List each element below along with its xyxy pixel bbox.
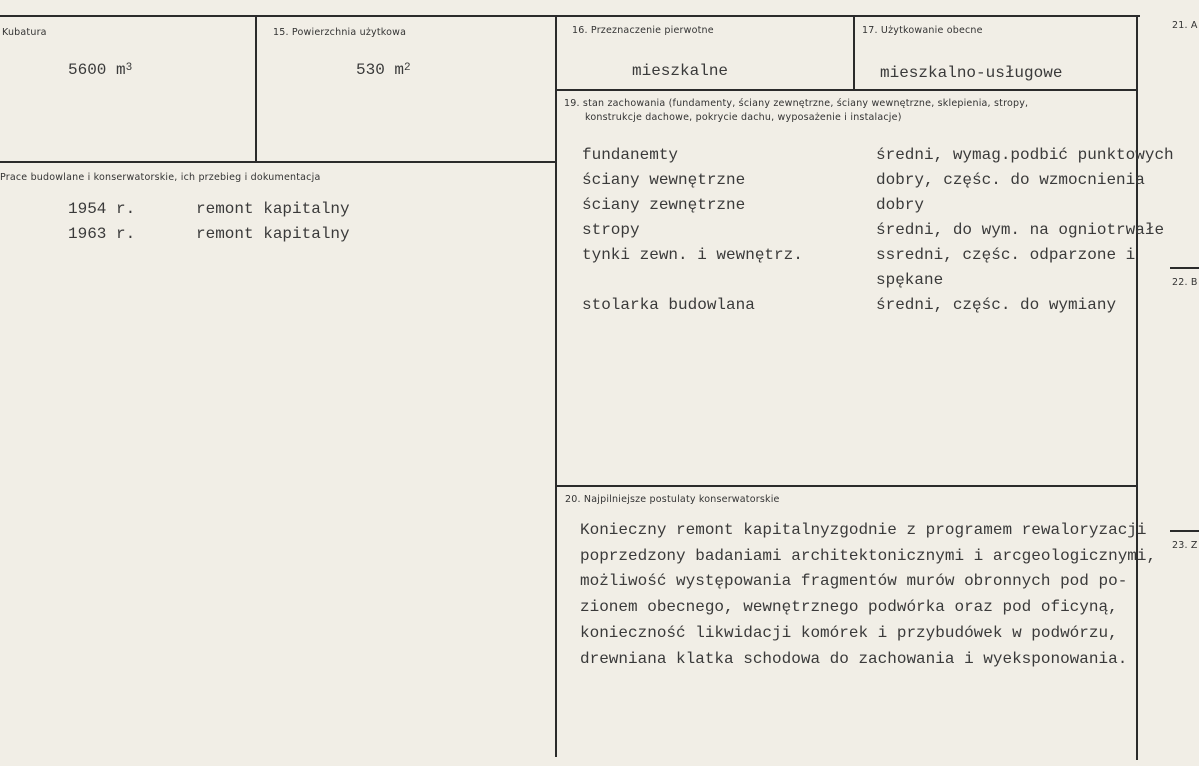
kubatura-number: 5600 m [68, 61, 126, 79]
powierzchnia-number: 530 m [356, 61, 405, 79]
postulates-line: Konieczny remont kapitalnyzgodnie z programem rewaloryzacji [580, 521, 1147, 539]
margin-label-21: 21. A [1172, 20, 1198, 31]
condition-element: stolarka budowlana [582, 296, 755, 314]
divider-kubatura [255, 17, 257, 162]
powierzchnia-value [356, 61, 411, 79]
powierzchnia-exponent: 2 [404, 62, 411, 74]
condition-element: ściany wewnętrzne [582, 171, 746, 189]
kubatura-value [68, 61, 132, 79]
condition-state: ssredni, częśc. odparzone i [876, 246, 1136, 264]
postulates-line: drewniana klatka schodowa do zachowania i wyeksponowania. [580, 649, 1128, 668]
works-year: 1954 r. [68, 200, 136, 218]
works-text: remont kapitalny [196, 200, 350, 218]
hline-under-16-17 [557, 89, 1137, 91]
condition-state: średni, wymag.podbić punktowych [876, 146, 1174, 164]
section19-label-line1: 19. stan zachowania (fundamenty, ściany zewnętrzne, ściany wewnętrzne, sklepienia, stropy, [564, 98, 1029, 109]
condition-element: tynki zewn. i wewnętrz. [582, 246, 803, 264]
top-border [0, 15, 1140, 17]
postulates-line: poprzedzony badaniami architektonicznymi i arcgeologicznymi, [580, 546, 1157, 565]
hline-under-19 [557, 485, 1137, 487]
condition-row [0, 271, 1199, 296]
postulates-line: konieczność likwidacji komórek i przybudówek w podwórzu, [580, 623, 1118, 642]
works-row [0, 225, 556, 250]
condition-element: stropy [582, 221, 640, 239]
works-year: 1963 r. [68, 225, 136, 243]
divider-main [555, 17, 557, 757]
condition-state: spękane [876, 271, 944, 289]
margin-label-23: 23. Z [1172, 540, 1198, 551]
condition-row [0, 146, 1199, 171]
works-row [0, 200, 556, 225]
section19-label-line2: konstrukcje dachowe, pokrycie dachu, wyposażenie i instalacje) [585, 112, 902, 123]
section18-label: Prace budowlane i konserwatorskie, ich przebieg i dokumentacja [0, 172, 321, 183]
condition-state: dobry [876, 196, 925, 214]
section20-label: 20. Najpilniejsze postulaty konserwatorskie [565, 494, 780, 505]
condition-element: fundanemty [582, 146, 679, 164]
condition-element: ściany zewnętrzne [582, 196, 746, 214]
powierzchnia-label: 15. Powierzchnia użytkowa [273, 27, 407, 38]
postulates-line: możliwość występowania fragmentów murów obronnych pod po- [580, 572, 1128, 591]
divider-16-17 [853, 17, 855, 90]
przeznaczenie-value: mieszkalne [632, 62, 729, 80]
kubatura-label: Kubatura [2, 27, 47, 38]
przeznaczenie-label: 16. Przeznaczenie pierwotne [572, 25, 714, 36]
condition-row [0, 296, 1199, 321]
uzytkowanie-value: mieszkalno-usługowe [880, 64, 1063, 82]
condition-state: średni, częśc. do wymiany [876, 296, 1117, 314]
uzytkowanie-label: 17. Użytkowanie obecne [862, 25, 983, 36]
kubatura-exponent: 3 [125, 62, 133, 74]
margin-label-22: 22. B [1172, 277, 1198, 288]
works-text: remont kapitalny [196, 225, 350, 243]
postulates-text [580, 518, 1180, 672]
postulates-line: zionem obecnego, wewnętrznego podwórka oraz pod oficyną, [580, 598, 1118, 617]
condition-state: dobry, częśc. do wzmocnienia [876, 171, 1145, 189]
condition-state: średni, do wym. na ogniotrwałe [876, 221, 1165, 239]
